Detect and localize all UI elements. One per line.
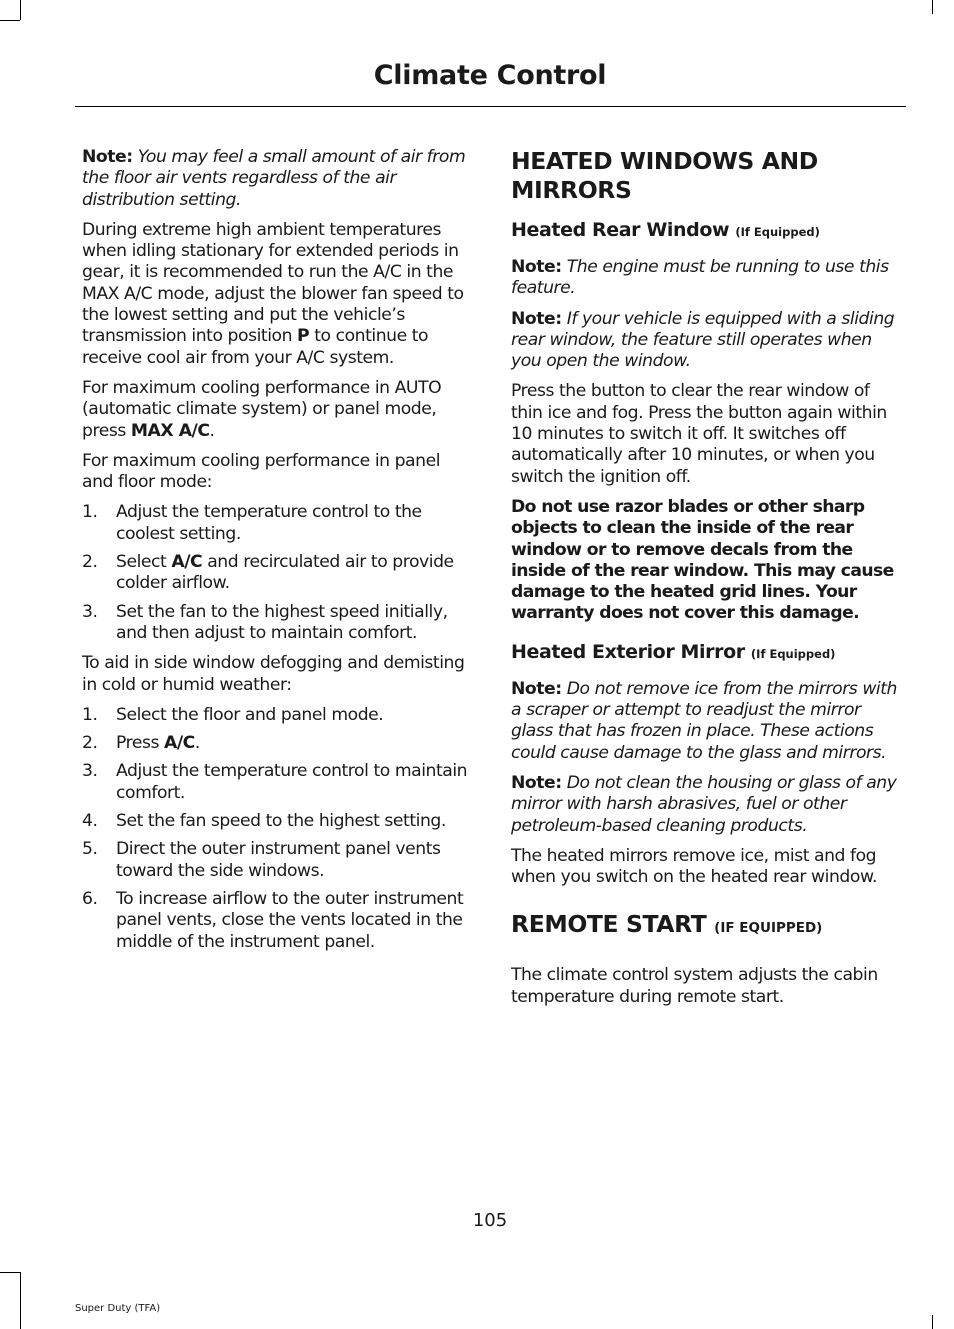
note-paragraph	[511, 309, 903, 373]
list-item	[82, 811, 474, 832]
paragraph-text: to continue to receive cool air from your A/C system.	[82, 326, 429, 368]
equipped-tag: (If Equipped)	[735, 225, 820, 239]
list-item	[82, 761, 474, 804]
crop-mark	[932, 1315, 933, 1329]
list-text: Set the fan to the highest speed initially, and then adjust to maintain comfort.	[116, 601, 448, 643]
list-item	[82, 602, 474, 645]
section-heading-text: REMOTE START	[511, 910, 707, 939]
note-paragraph	[511, 679, 903, 764]
note-label: Note:	[511, 678, 562, 699]
list-number: 2.	[82, 733, 98, 754]
body-paragraph	[82, 378, 474, 442]
subheading-text: Heated Exterior Mirror	[511, 640, 745, 663]
subheading-heated-rear-window	[511, 217, 903, 245]
crop-mark	[0, 1272, 20, 1273]
page-number: 105	[472, 1210, 508, 1231]
list-number: 2.	[82, 552, 98, 573]
note-text: The engine must be running to use this feature.	[511, 257, 889, 299]
note-label: Note:	[511, 772, 562, 793]
list-number: 1.	[82, 502, 98, 523]
note-paragraph	[511, 257, 903, 300]
page-title: Climate Control	[373, 60, 607, 91]
right-column	[511, 147, 903, 1017]
list-number: 1.	[82, 704, 98, 725]
list-item	[82, 705, 474, 726]
body-paragraph: To aid in side window defogging and demisting in cold or humid weather:	[82, 653, 465, 695]
list-text	[116, 552, 474, 595]
list-text-part: and recirculated air to provide colder airflow.	[116, 552, 454, 594]
section-heading-heated-windows: HEATED WINDOWS AND MIRRORS	[511, 147, 818, 204]
bold-term: P	[297, 326, 310, 347]
numbered-list	[82, 502, 474, 644]
note-text: Do not clean the housing or glass of any mirror with harsh abrasives, fuel or other petroleum-based cleaning products.	[511, 772, 897, 836]
bold-term: MAX A/C	[130, 420, 210, 441]
paragraph-text: .	[209, 420, 215, 441]
list-number: 5.	[82, 839, 98, 860]
paragraph-text: For maximum cooling performance in AUTO (automatic climate system) or panel mode, press	[82, 377, 442, 441]
crop-mark	[20, 1272, 21, 1329]
crop-mark	[0, 20, 20, 21]
subheading-text: Heated Rear Window	[511, 219, 730, 241]
crop-mark	[20, 0, 21, 20]
numbered-list	[82, 705, 474, 953]
warning-paragraph: Do not use razor blades or other sharp objects to clean the inside of the rear window or to remove decals from the inside of the rear window. This may cause damage to the heated grid lines. Your warranty does not cover this damage.	[511, 496, 894, 624]
list-text: To increase airflow to the outer instrument panel vents, close the vents located in the middle of the instrument panel.	[116, 888, 464, 952]
list-number: 6.	[82, 888, 98, 909]
list-text-part: .	[194, 733, 200, 754]
bold-term: A/C	[164, 733, 195, 754]
list-item	[82, 733, 474, 754]
section-heading-remote-start	[511, 910, 903, 943]
list-number: 4.	[82, 811, 98, 832]
list-text: Set the fan speed to the highest setting.	[116, 811, 446, 832]
list-item	[82, 889, 474, 953]
body-paragraph: Press the button to clear the rear window of thin ice and fog. Press the button again within 10 minutes to switch it off. It switches off automatically after 10 minutes, or when you switch the ignition off.	[511, 381, 887, 487]
left-column	[82, 147, 474, 962]
equipped-tag: (If Equipped)	[750, 646, 836, 661]
list-item	[82, 502, 474, 545]
subheading-heated-exterior-mirror	[511, 639, 903, 667]
crop-mark	[932, 0, 933, 14]
body-paragraph: The heated mirrors remove ice, mist and fog when you switch on the heated rear window.	[511, 845, 878, 888]
body-paragraph: For maximum cooling performance in panel and floor mode:	[82, 450, 441, 493]
body-paragraph: The climate control system adjusts the cabin temperature during remote start.	[511, 965, 878, 1007]
note-label: Note:	[511, 257, 562, 277]
equipped-tag: (IF EQUIPPED)	[714, 920, 823, 937]
note-text: If your vehicle is equipped with a sliding rear window, the feature still operates when you open the window.	[511, 308, 895, 372]
note-paragraph	[511, 773, 903, 837]
paragraph-text: During extreme high ambient temperatures when idling stationary for extended periods in gear, it is recommended to run the A/C in the MAX A/C mode, adjust the blower fan speed to the lowest setting and put the vehicle’s transmission into position	[82, 219, 464, 347]
header-divider	[75, 106, 906, 107]
list-text: Direct the outer instrument panel vents toward the side windows.	[116, 839, 441, 881]
list-text: Adjust the temperature control to the coolest setting.	[116, 502, 422, 544]
note-label: Note:	[511, 308, 562, 329]
list-item	[82, 552, 474, 595]
list-number: 3.	[82, 601, 98, 622]
body-paragraph	[82, 220, 474, 369]
footer-text: Super Duty (TFA)	[75, 1303, 161, 1314]
list-item	[82, 839, 474, 882]
note-paragraph	[82, 147, 474, 211]
bold-term: A/C	[171, 552, 203, 573]
list-text: Select the floor and panel mode.	[116, 704, 384, 725]
note-label: Note:	[82, 147, 133, 167]
note-text: You may feel a small amount of air from the floor air vents regardless of the air distribution setting.	[82, 147, 466, 210]
list-text-part: Press	[116, 733, 159, 754]
list-text: Adjust the temperature control to maintain comfort.	[116, 761, 468, 803]
list-number: 3.	[82, 761, 98, 782]
note-text: Do not remove ice from the mirrors with a scraper or attempt to readjust the mirror glass that has frozen in place. These actions could cause damage to the glass and mirrors.	[511, 678, 897, 763]
list-text	[116, 733, 474, 754]
list-text-part: Select	[116, 552, 167, 573]
